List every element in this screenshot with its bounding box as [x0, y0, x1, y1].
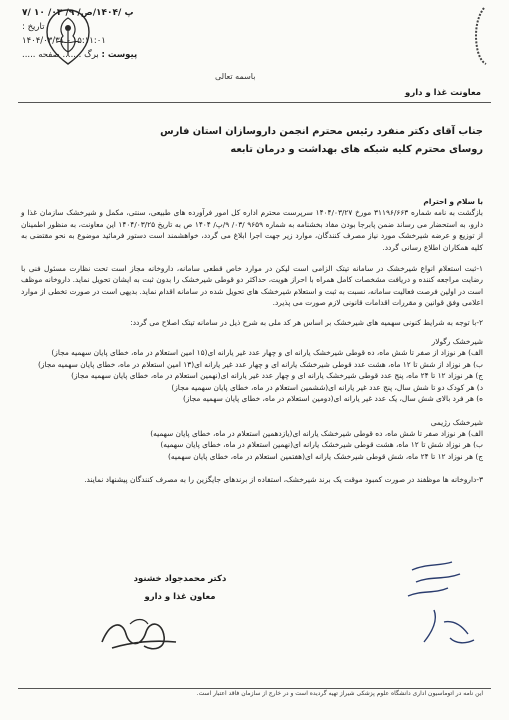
special-formula-title: شیرخشک رژیمی — [430, 417, 483, 427]
regular-item: ب) هر نوزاد از شش تا ۱۲ ماه، هشت عدد قوطی شیرخشک یارانه ای و چهار عدد غیر یارانه ای(۱۳ امین استعلام در ماه، خطای پایان سهمیه مجاز) — [38, 359, 483, 369]
footer-divider — [18, 688, 491, 689]
special-item: ج) هر نوزاد ۱۲ تا ۲۴ ماه، شش قوطی شیرخشک یارانه ای(هفتمین استعلام در ماه، خطای پایان سهمیه) — [167, 451, 483, 461]
regular-item: ج) هر نوزاد ۱۲ تا ۲۴ ماه، پنج عدد قوطی شیرخشک یارانه ای و چهار عدد غیر یارانه ای(نهمین استعلام در ماه، خطای پایان سهمیه مجاز) — [71, 371, 483, 381]
header-divider — [18, 102, 491, 103]
signer-title: معاون غذا و دارو — [144, 592, 216, 602]
footer-note: این نامه در اتوماسیون اداری دانشگاه علوم پزشکی شیراز تهیه گردیده است و در خارج از سازمان فاقد اعتبار است. — [196, 690, 483, 697]
special-item: الف) هر نوزاد صفر تا شش ماه، ده قوطی شیرخشک یارانه ای(یازدهمین استعلام در ماه، خطای پایان سهمیه) — [150, 428, 483, 438]
addressee-line-2: روسای محترم کلیه شبکه های بهداشت و درمان تابعه — [230, 144, 483, 155]
letter-date: ۱۴۰۴/۰۳/۳۱ - ۱۵:۱۱:۰۱ — [22, 36, 106, 46]
item-1-paragraph: ۱-ثبت استعلام انواع شیرخشک در سامانه تیتک الزامی است لیکن در موارد خاص قطعی سامانه، داروخانه مجاز است تحت نظارت مسئول فنی با رضایت مراجعه کننده و دریافت مشخصات کامل همراه با احراز هویت، حداکثر دو قوطی شیرخشک را بدون ثبت به ایشان تحویل نماید. داروخانه موظف است در اولین فرصت فعالیت سامانه، نسبت به ثبت و استعلام شیرخشک های تحویل شده در سامانه اقدام نماید. بدیهی است در صورت تخطی از موارد اعلامی وفق قوانین و مقررات اقدامات قانونی لازم صورت می پذیرد. — [21, 264, 483, 308]
handwritten-annotation-icon — [404, 560, 482, 652]
letter-body — [21, 196, 483, 486]
regular-item: ه) هر فرد بالای شش سال، یک عدد غیر یارانه ای(دومین استعلام در ماه، خطای پایان سهمیه مجاز) — [182, 394, 483, 404]
handwritten-signature-icon — [92, 612, 184, 656]
intro-paragraph: بازگشت به نامه شماره ۳۱۱۹۶/۶۶۳ مورخ ۱۴۰۴/۰۳/۲۷ سرپرست محترم اداره کل امور فرآورده های طبیعی، سنتی، مکمل و شیرخشک سازمان غذا و دارو، به استحضار می رساند ضمن پابرجا بودن مفاد بخشنامه به شماره ۹۶۵۹ /۰۳/ ۹/پ/ ۱۴۰۴ ص به تاریخ ۱۴۰۴/۰۳/۲۵ این معاونت، به منظور اطمینان از توزیع و عرضه شیرخشک مورد نیاز مصرف کنندگان، موارد زیر جهت اجرا ابلاغ می گردد، خواهشمند است دستور فرمائید موضوع به نحو مقتضی به کلیه همکاران اطلاع رسانی گردد. — [21, 208, 483, 252]
special-item: ب) هر نوزاد شش تا ۱۲ ماه، هشت قوطی شیرخشک یارانه ای(نهمین استعلام در ماه، خطای پایان سهمیه) — [160, 440, 483, 450]
item-2-paragraph: ۲-با توجه به شرایط کنونی سهمیه های شیرخشک بر اساس هر کد ملی به شرح ذیل در سامانه تیتک اصلاح می گردد: — [130, 317, 483, 327]
salutation: با سلام و احترام — [423, 197, 483, 206]
date-label: تاریخ : — [22, 22, 45, 32]
item-3-paragraph: ۳-داروخانه ها موظفند در صورت کمبود موقت یک برند شیرخشک، استفاده از برندهای جایگزین را به مصرف کنندگان پیشنهاد نمایند. — [84, 475, 483, 485]
regular-item: الف) هر نوزاد از صفر تا شش ماه، ده قوطی شیرخشک یارانه ای و چهار عدد غیر یارانه ای(۱۵ امین استعلام در ماه، خطای پایان سهمیه مجاز) — [51, 348, 483, 358]
ministry-name-arc-icon — [472, 6, 490, 66]
addressee-line-1: جناب آقای دکتر منفرد رئیس محترم انجمن داروسازان استان فارس — [160, 126, 483, 137]
letter-number: ۷/ ۱۰ /۰۳ /۹ /پ /۱۴۰۴/ص — [22, 8, 134, 18]
regular-item: د) هر کودک دو تا شش سال، پنج عدد غیر یارانه ای(ششمین استعلام در ماه، خطای پایان سهمیه مجاز) — [171, 382, 483, 392]
signer-name: دکتر محمدجواد خشنود — [133, 574, 227, 584]
greeting: باسمه تعالی — [215, 72, 256, 81]
page-label: برگ ....... صفحه ..... — [22, 50, 99, 60]
regular-formula-title: شیرخشک رگولار — [431, 337, 483, 347]
letter-meta — [22, 6, 192, 62]
department-title: معاونت غذا و دارو — [405, 88, 481, 98]
attachment-label: پیوست : — [101, 50, 138, 60]
